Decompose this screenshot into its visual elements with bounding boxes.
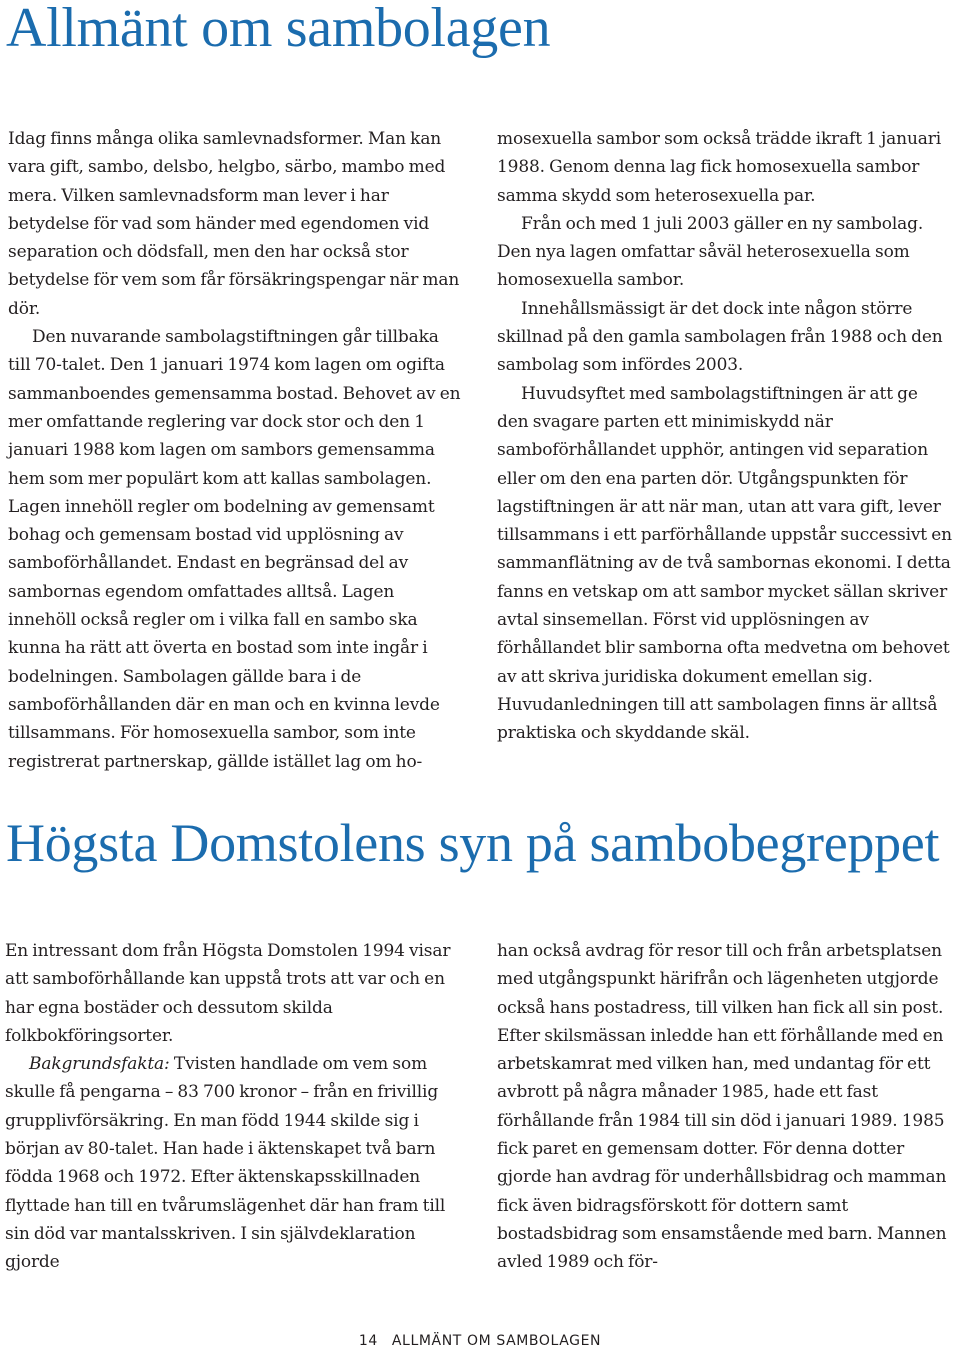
section-title-hogsta-domstolen: Högsta Domstolens syn på sambobegreppet <box>6 813 940 873</box>
section1-column-left <box>8 125 462 776</box>
paragraph-text: Tvisten handlade om vem som skulle få pengarna – 83 700 kronor – från en frivillig grupplivförsäkring. En man född 1944 skilde sig i början av 80-talet. Han hade i äktenskapet två barn födda 1968 och 1972. Efter äktenskapsskillnaden flyttade han till en tvårumslägenhet där han fram till sin död var mantalsskriven. I sin självdeklaration gjorde <box>5 1054 446 1273</box>
section-title-sambolagen: Allmänt om sambolagen <box>6 0 551 59</box>
section1-column-right <box>497 125 952 748</box>
page-number: 14 <box>358 1333 378 1349</box>
paragraph: mosexuella sambor som också trädde ikraft 1 januari 1988. Genom denna lag fick homosexuella sambor samma skydd som heterosexuella par. <box>497 129 942 206</box>
running-title: ALLMÄNT OM SAMBOLAGEN <box>391 1333 602 1349</box>
section2-column-left <box>5 937 453 1277</box>
section2-column-right <box>497 937 951 1277</box>
paragraph: Den nuvarande sambolagstiftningen går tillbaka till 70-talet. Den 1 januari 1974 kom lagen om ogifta sammanboendes gemensamma bostad. Behovet av en mer omfattande reglering var dock stor och den 1 januari 1988 kom lagen om sambors gemensamma hem som mer populärt kom att kallas sambolagen. Lagen innehöll regler om bodelning av gemensamt bohag och gemensam bostad vid upplösning av samboförhållandet. Endast en begränsad del av sambornas egendom omfattades alltså. Lagen innehöll också regler om i vilka fall en sambo ska kunna ha rätt att överta en bostad som inte ingår i bodelningen. Sambolagen gällde bara i de samboförhållanden där en man och en kvinna levde tillsammans. För homosexuella sambor, som inte registrerat partnerskap, gällde istället lag om ho- <box>8 327 461 772</box>
paragraph: En intressant dom från Högsta Domstolen 1994 visar att samboförhållande kan uppstå trots att var och en har egna bostäder och dessutom skilda folkbokföringsorter. <box>5 941 451 1046</box>
paragraph: Huvudsyftet med sambolagstiftningen är att ge den svagare parten ett minimiskydd när samboförhållandet upphör, antingen vid separation eller om den ena parten dör. Utgångspunkten för lagstiftningen är att när man, utan att vara gift, lever tillsammans i ett parförhållande uppstår successivt en sammanflätning av de två sambornas ekonomi. I detta fanns en vetskap om att sambor mycket sällan skriver avtal sinsemellan. Först vid upplösningen av förhållandet blir samborna ofta medvetna om behovet av att skriva juridiska dokument emellan sig. Huvudanledningen till att sambolagen finns är alltså praktiska och skyddande skäl. <box>497 383 952 744</box>
paragraph: han också avdrag för resor till och från arbetsplatsen med utgångspunkt härifrån och lägenheten utgjorde också hans postadress, till vilken han fick all sin post. Efter skilsmässan inledde han ett förhållande med en arbetskamrat med vilken han, med undantag för ett avbrott på några månader 1985, hade ett fast förhållande från 1984 till sin död i januari 1989. 1985 fick paret en gemensam dotter. För denna dotter gjorde han avdrag för underhållsbidrag och mamman fick även bidragsförskott för dottern samt bostadsbidrag som ensamstående med barn. Mannen avled 1989 och för- <box>497 941 947 1273</box>
page-footer <box>0 1333 960 1349</box>
paragraph: Innehållsmässigt är det dock inte någon större skillnad på den gamla sambolagen från 1988 och den sambolag som infördes 2003. <box>497 298 943 376</box>
lead-label: Bakgrundsfakta: <box>29 1054 170 1075</box>
paragraph: Från och med 1 juli 2003 gäller en ny sambolag. Den nya lagen omfattar såväl heterosexuella som homosexuella sambor. <box>497 213 924 291</box>
paragraph: Idag finns många olika samlevnadsformer. Man kan vara gift, sambo, delsbo, helgbo, särbo, mambo med mera. Vilken samlevnadsform man lever i har betydelse för vad som händer med egendomen vid separation och dödsfall, men den har också stor betydelse för vem som får försäkringspengar när man dör. <box>8 129 460 319</box>
paragraph-bakgrundsfakta <box>5 1050 453 1276</box>
